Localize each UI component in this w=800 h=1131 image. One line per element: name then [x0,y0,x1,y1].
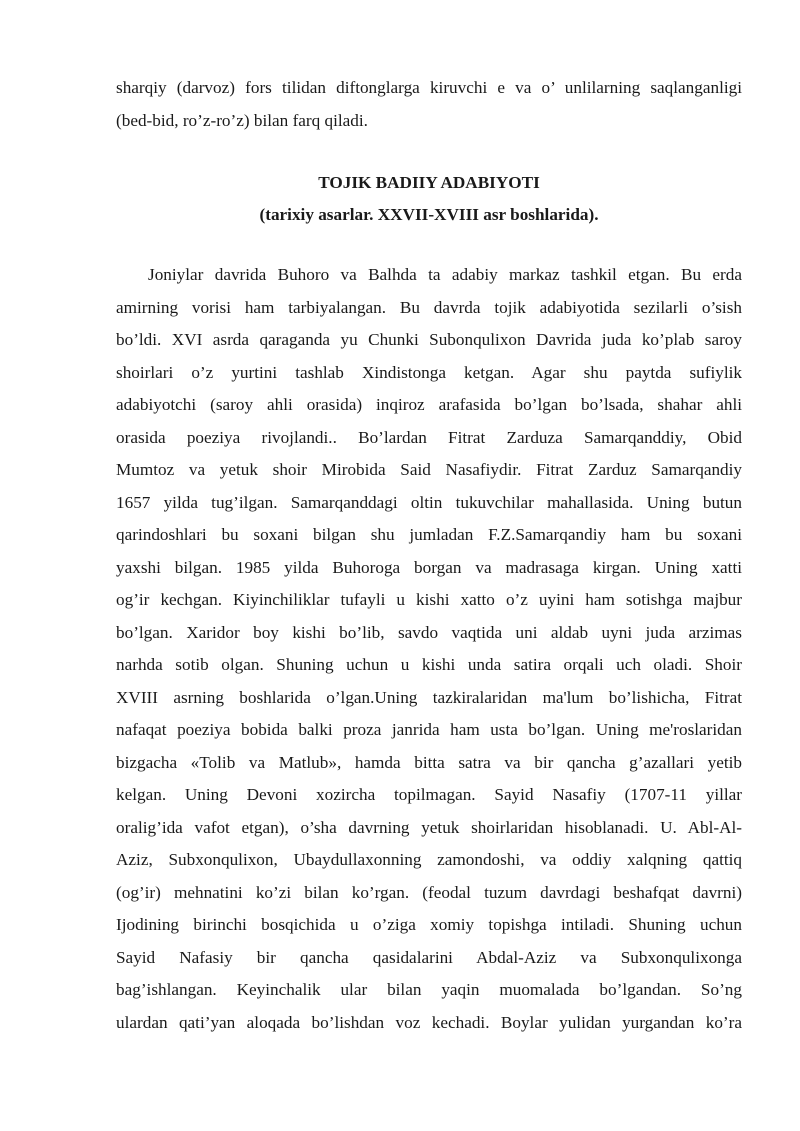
text-line: sharqiy (darvoz) fors tilidan diftonglarga kiruvchi e va o’ unlilarning saqlanganligi [116,78,742,97]
text-line: (og’ir) mehnatini ko’zi bilan ko’rgan. (feodal tuzum davrdagi beshafqat davrni) [116,882,742,902]
text-line: Aziz, Subxonqulixon, Ubaydullaxonning zamondoshi, va oddiy xalqning qattiq [116,850,742,869]
text-line: ulardan qati’yan aloqada bo’lishdan voz kechadi. Boylar yulidan yurgandan ko’ra [116,1012,742,1032]
text-line: 1657 yilda tug’ilgan. Samarqanddagi oltin tukuvchilar mahallasida. Uning butun [116,492,742,512]
text-line: Joniylar davrida Buhoro va Balhda ta adabiy markaz tashkil etgan. Bu erda [148,265,742,284]
text-line: nafaqat poeziya bobida balki proza janrida ham usta bo’lgan. Uning me'roslaridan [116,720,742,739]
document-page [116,72,742,1039]
text-line: bag’ishlangan. Keyinchalik ular bilan yaqin muomalada bo’lgandan. So’ng [116,980,742,999]
text-line: bo’ldi. XVI asrda qaraganda yu Chunki Subonqulixon Davrida juda ko’plab saroy [116,330,742,349]
text-line: adabiyotchi (saroy ahli orasida) inqiroz arafasida bo’lgan bo’lsada, shahar ahli [116,395,742,414]
body-paragraph [116,259,742,1039]
text-line: kelgan. Uning Devoni xozircha topilmagan. Sayid Nasafiy (1707-11 yillar [116,785,742,804]
intro-paragraph [116,72,742,137]
text-line: Ijodining birinchi bosqichida u o’ziga xomiy topishga intiladi. Shuning uchun [116,915,742,934]
text-line: yaxshi bilgan. 1985 yilda Buhoroga borgan va madrasaga kirgan. Uning xatti [116,557,742,577]
heading-subtitle: (tarixiy asarlar. XXVII-XVIII asr boshlarida). [259,205,599,224]
section-heading [116,167,742,231]
heading-title: TOJIK BADIIY ADABIYOTI [318,173,540,192]
text-line: bizgacha «Tolib va Matlub», hamda bitta satra va bir qancha g’azallari yetib [116,752,742,772]
text-line: qarindoshlari bu soxani bilgan shu jumladan F.Z.Samarqandiy ham bu soxani [116,525,742,544]
text-line: Mumtoz va yetuk shoir Mirobida Said Nasafiydir. Fitrat Zarduz Samarqandiy [116,460,742,479]
text-line: XVIII asrning boshlarida o’lgan.Uning tazkiralaridan ma'lum bo’lishicha, Fitrat [116,687,742,707]
text-line: orasida poeziya rivojlandi.. Bo’lardan Fitrat Zarduza Samarqanddiy, Obid [116,427,742,447]
text-line: oralig’ida vafot etgan), o’sha davrning yetuk shoirlaridan hisoblanadi. U. Abl-Al- [116,817,742,837]
text-line: og’ir kechgan. Kiyinchiliklar tufayli u kishi xatto o’z uyini ham sotishga majbur [116,590,742,609]
text-line: narhda sotib olgan. Shuning uchun u kishi unda satira orqali uch oladi. Shoir [116,655,742,674]
text-line: (bed-bid, ro’z-ro’z) bilan farq qiladi. [116,110,368,130]
text-line: bo’lgan. Xaridor boy kishi bo’lib, savdo vaqtida uni aldab uyni juda arzimas [116,622,742,642]
text-line: shoirlari o’z yurtini tashlab Xindistonga ketgan. Agar shu paytda sufiylik [116,362,742,382]
text-line: Sayid Nafasiy bir qancha qasidalarini Abdal-Aziz va Subxonqulixonga [116,947,742,967]
text-line: amirning vorisi ham tarbiyalangan. Bu davrda tojik adabiyotida sezilarli o’sish [116,297,742,317]
